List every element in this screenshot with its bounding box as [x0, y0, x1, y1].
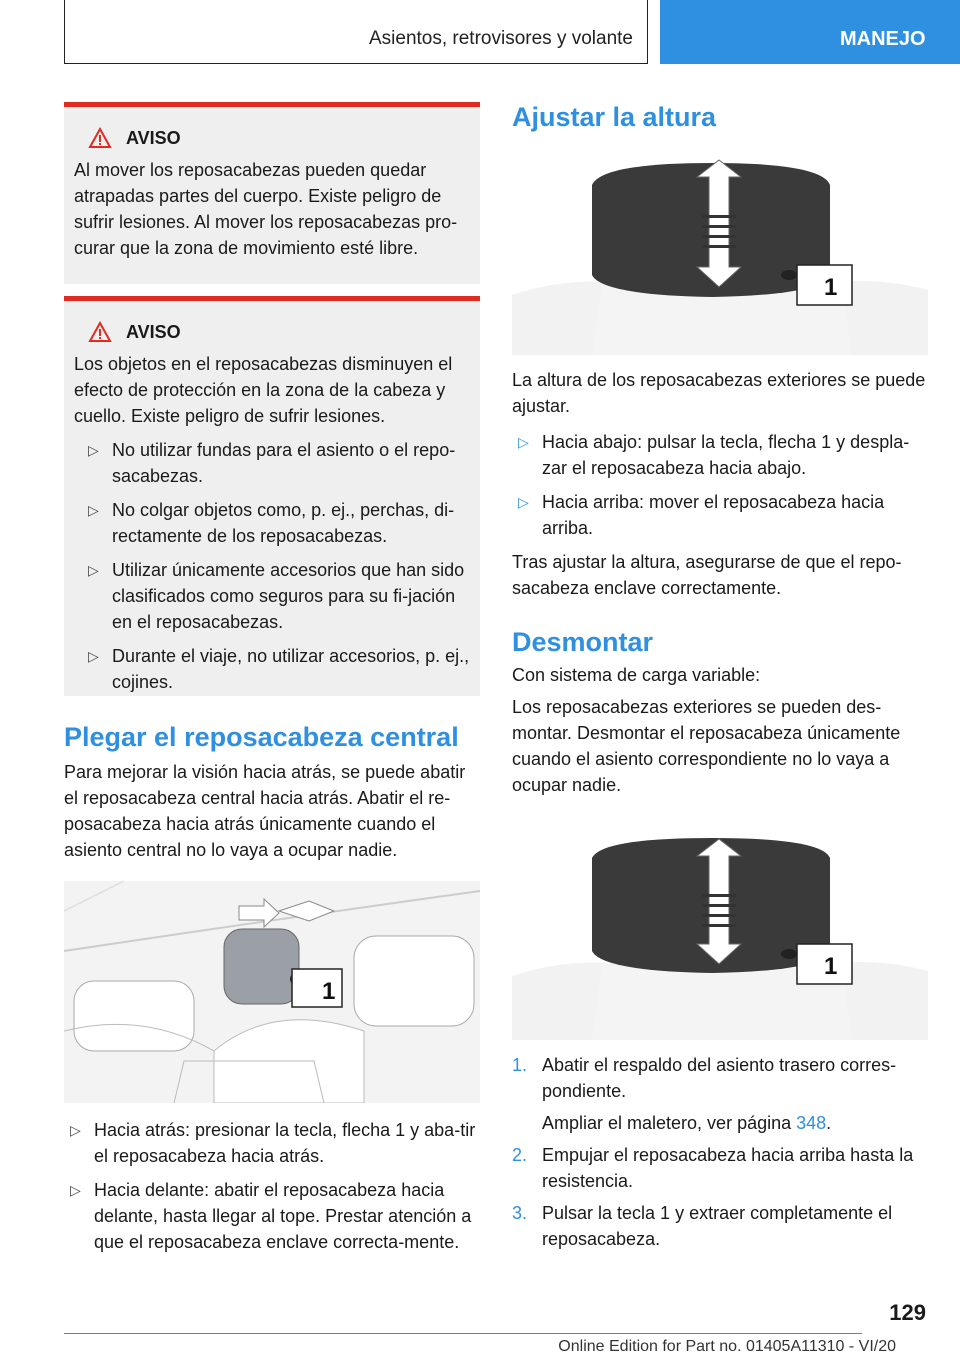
numbered-step: 1. Abatir el respaldo del asiento trasero corres-pondiente. Ampliar el maletero, ver página 348. [512, 1052, 928, 1136]
warning-text: Los objetos en el reposacabezas disminuyen el efecto de protección en la zona de la cabeza y cuello. Existe peligro de sufrir lesiones. [74, 354, 453, 426]
bullet-triangle-icon: ▷ [88, 562, 99, 578]
warning-title: AVISO [126, 322, 181, 342]
edition-text: Online Edition for Part no. 01405A11310 - VI/20 [558, 1338, 896, 1355]
section-title: Asientos, retrovisores y volante [368, 28, 633, 49]
bullet-triangle-icon: ▷ [88, 648, 99, 664]
list-item: ▷ Hacia arriba: mover el reposacabeza hacia arriba. [512, 489, 928, 541]
list-item: ▷ Hacia atrás: presionar la tecla, flecha 1 y aba-tir el reposacabeza hacia atrás. [64, 1117, 480, 1169]
page-reference-link[interactable]: 348 [796, 1113, 827, 1133]
chapter-tab: MANEJO [660, 0, 960, 64]
headrest-height-illustration [512, 155, 928, 355]
headrest-removal-illustration [512, 836, 928, 1040]
callout-label: 1 [824, 274, 838, 301]
warning-triangle-icon [88, 127, 112, 149]
bullet-triangle-icon: ▷ [88, 442, 99, 458]
numbered-step: 3. Pulsar la tecla 1 y extraer completamente el reposacabeza. [512, 1200, 928, 1252]
bullet-triangle-icon: ▷ [70, 1122, 81, 1138]
bullet-triangle-icon: ▷ [70, 1182, 81, 1198]
paragraph: Para mejorar la visión hacia atrás, se puede abatir el reposacabeza central hacia atrás. Abatir el re-posacabeza hacia atrás únicamente cuando el asiento central no lo vaya a ocupar nadie. [64, 762, 466, 860]
step-number: 3. [512, 1203, 528, 1223]
warning-title: AVISO [126, 128, 181, 148]
warning-triangle-icon [88, 321, 112, 343]
section-heading: Desmontar [512, 627, 654, 657]
list-item: ▷ Hacia delante: abatir el reposacabeza hacia delante, hasta llegar al tope. Prestar atención a que el reposacabeza enclave correcta-mente. [64, 1177, 480, 1255]
warning-text: Al mover los reposacabezas pueden quedar atrapadas partes del cuerpo. Existe peligro de sufrir lesiones. Al mover los reposacabezas pro-curar que la zona de movimiento esté libre. [74, 160, 458, 258]
footer-divider [64, 1333, 862, 1334]
bullet-triangle-icon: ▷ [518, 494, 529, 510]
paragraph: La altura de los reposacabezas exteriores se puede ajustar. [512, 370, 926, 416]
bullet-triangle-icon: ▷ [518, 434, 529, 450]
list-item: ▷ No utilizar fundas para el asiento o el repo-sacabezas. [74, 437, 470, 489]
callout-label: 1 [824, 953, 838, 980]
rear-seats-illustration [64, 881, 480, 1103]
callout-label: 1 [322, 978, 336, 1005]
page-number: 129 [889, 1300, 926, 1325]
list-item: ▷ No colgar objetos como, p. ej., perchas, di-rectamente de los reposacabezas. [74, 497, 470, 549]
paragraph: Tras ajustar la altura, asegurarse de que el repo-sacabeza enclave correctamente. [512, 552, 902, 598]
list-item: ▷ Hacia abajo: pulsar la tecla, flecha 1 y despla-zar el reposacabeza hacia abajo. [512, 429, 928, 481]
step-number: 1. [512, 1055, 528, 1075]
section-heading: Ajustar la altura [512, 102, 717, 132]
list-item: ▷ Utilizar únicamente accesorios que han sido clasificados como seguros para su fi-jación en el reposacabezas. [74, 557, 470, 635]
warning-box-2 [64, 296, 480, 696]
left-column [64, 102, 480, 1263]
paragraph: Los reposacabezas exteriores se pueden des-montar. Desmontar el reposacabeza únicamente cuando el asiento correspondiente no lo vaya a ocupar nadie. [512, 697, 901, 795]
section-heading: Plegar el reposacabeza central [64, 722, 459, 752]
right-column [512, 102, 928, 1258]
bullet-triangle-icon: ▷ [88, 502, 99, 518]
list-item: ▷ Durante el viaje, no utilizar accesorios, p. ej., cojines. [74, 643, 470, 695]
warning-box-1 [64, 102, 480, 284]
numbered-step: 2. Empujar el reposacabeza hacia arriba hasta la resistencia. [512, 1142, 928, 1194]
paragraph: Con sistema de carga variable: [512, 665, 761, 685]
step-number: 2. [512, 1145, 528, 1165]
header-section-box [64, 0, 648, 64]
